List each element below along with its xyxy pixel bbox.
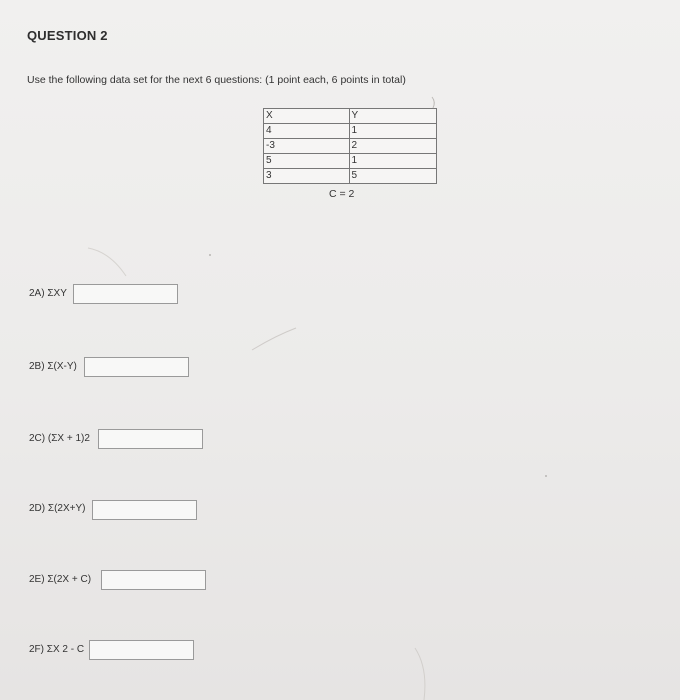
cell-x: 3 bbox=[264, 169, 350, 184]
part-2f-answer-input[interactable] bbox=[89, 640, 194, 660]
part-2d-answer-input[interactable] bbox=[92, 500, 197, 520]
question-instructions: Use the following data set for the next 6 questions: (1 point each, 6 points in total) bbox=[27, 74, 406, 86]
pen-dot bbox=[545, 475, 547, 477]
part-2e-answer-input[interactable] bbox=[101, 570, 206, 590]
part-2d-label: 2D) Σ(2X+Y) bbox=[29, 503, 86, 514]
header-y: Y bbox=[349, 109, 436, 124]
cell-x: -3 bbox=[264, 139, 350, 154]
cell-x: 4 bbox=[264, 124, 350, 139]
part-2e-label: 2E) Σ(2X + C) bbox=[29, 574, 92, 585]
part-2b-label: 2B) Σ(X-Y) bbox=[29, 361, 77, 372]
pen-dot bbox=[209, 254, 211, 256]
part-2f-label: 2F) ΣX 2 - C bbox=[29, 644, 85, 655]
part-2b-answer-input[interactable] bbox=[84, 357, 189, 377]
data-table bbox=[263, 108, 437, 184]
pen-stroke bbox=[432, 97, 434, 108]
part-2a-label: 2A) ΣXY bbox=[29, 288, 67, 299]
table-row bbox=[264, 139, 437, 154]
cell-y: 1 bbox=[349, 124, 436, 139]
pen-stroke bbox=[415, 648, 425, 700]
cell-x: 5 bbox=[264, 154, 350, 169]
constant-note: C = 2 bbox=[329, 188, 355, 200]
pen-stroke bbox=[252, 328, 296, 350]
part-2c-label: 2C) (ΣX + 1)2 bbox=[29, 433, 90, 444]
cell-y: 1 bbox=[349, 154, 436, 169]
header-x: X bbox=[264, 109, 350, 124]
cell-y: 5 bbox=[349, 169, 436, 184]
part-2a-answer-input[interactable] bbox=[73, 284, 178, 304]
table-header-row bbox=[264, 109, 437, 124]
cell-y: 2 bbox=[349, 139, 436, 154]
part-2c-answer-input[interactable] bbox=[98, 429, 203, 449]
question-title: QUESTION 2 bbox=[27, 28, 108, 43]
table-row bbox=[264, 154, 437, 169]
table-row bbox=[264, 124, 437, 139]
table-row bbox=[264, 169, 437, 184]
pen-stroke bbox=[88, 248, 126, 276]
